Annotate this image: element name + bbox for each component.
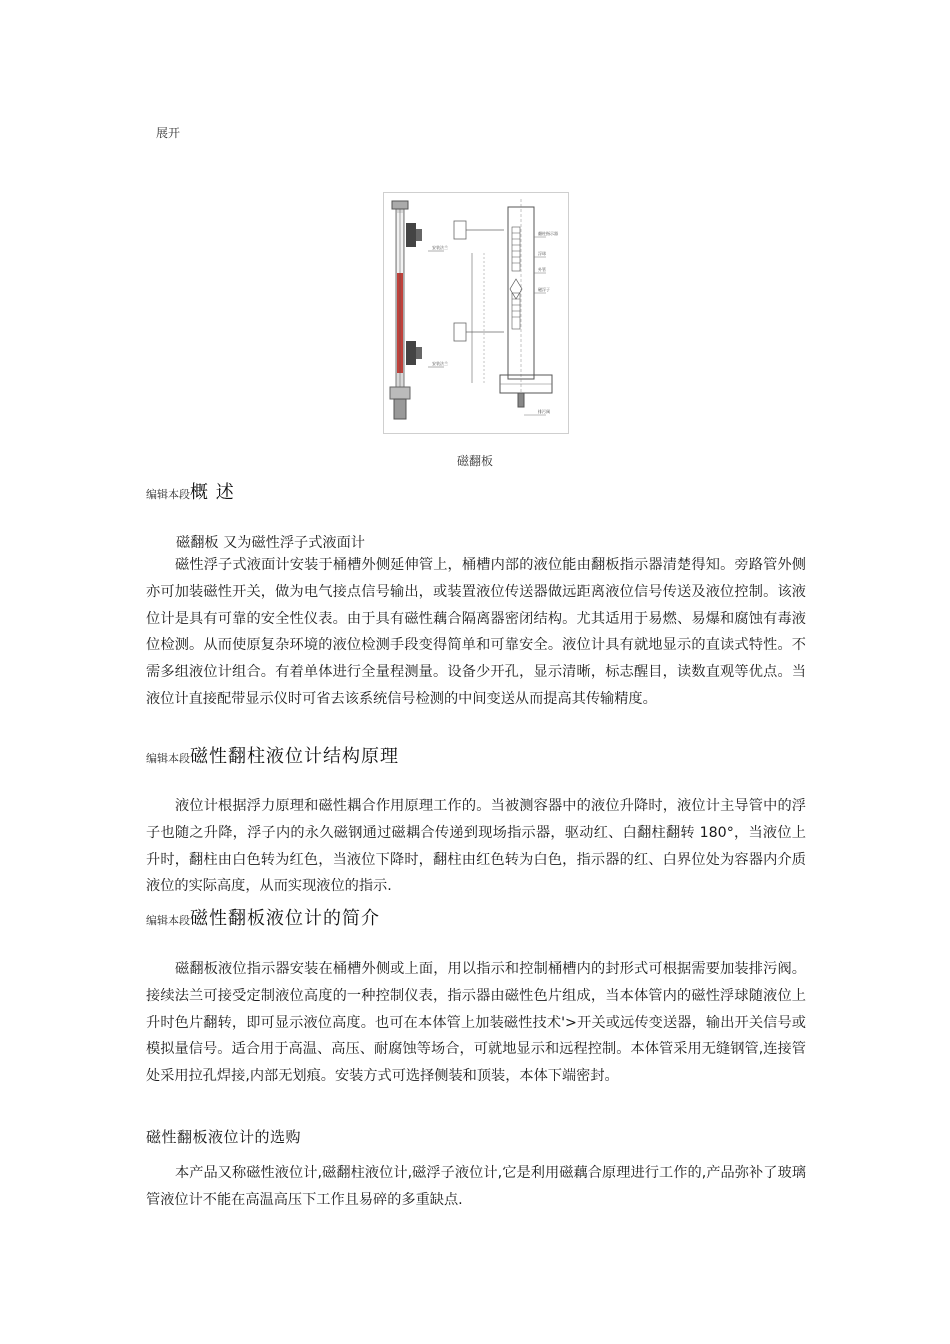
figure-label: 外管	[538, 267, 546, 272]
figure-label: 排污阀	[538, 409, 550, 414]
section-title: 概 述	[190, 482, 235, 503]
section-title-selection: 磁性翻板液位计的选购	[146, 1128, 302, 1146]
figure-label: 磁浮子	[538, 287, 550, 292]
section-heading-structure	[146, 742, 399, 768]
figure-label: 翻柱指示器	[538, 231, 558, 236]
section-title: 磁性翻板液位计的简介	[190, 908, 380, 929]
edit-section-link[interactable]: 编辑本段	[146, 914, 190, 927]
selection-paragraph: 本产品又称磁性液位计,磁翻柱液位计,磁浮子液位计,它是利用磁藕合原理进行工作的,产品弥补了玻璃管液位计不能在高温高压下工作且易碎的多重缺点.	[146, 1165, 806, 1208]
overview-paragraph: 磁性浮子式液面计安装于桶槽外侧延伸管上，桶槽内部的液位能由翻板指示器清楚得知。旁路管外侧亦可加装磁性开关，做为电气接点信号输出，或装置液位传送器做远距离液位信号传送及液位控制。该液位计是具有可靠的安全性仪表。由于具有磁性藕合隔离器密闭结构。尤其适用于易燃、易爆和腐蚀有毒液位检测。从而使原复杂环境的液位检测手段变得简单和可靠安全。液位计具有就地显示的直读式特性。不需多组液位计组合。有着单体进行全量程测量。设备少开孔，显示清晰，标志醒目，读数直观等优点。当液位计直接配带显示仪时可省去该系统信号检测的中间变送从而提高其传输精度。	[146, 557, 806, 707]
figure-label: 安装法兰	[432, 361, 448, 366]
level-gauge-figure	[383, 192, 569, 434]
expand-link[interactable]: 展开	[156, 126, 181, 140]
figure-label: 浮球	[538, 251, 546, 256]
level-gauge-diagram	[384, 193, 568, 433]
section-title: 磁性翻柱液位计结构原理	[190, 746, 399, 767]
overview-subtitle: 磁翻板 又为磁性浮子式液面计	[176, 535, 365, 551]
structure-paragraph: 液位计根据浮力原理和磁性耦合作用原理工作的。当被测容器中的液位升降时，液位计主导管中的浮子也随之升降，浮子内的永久磁钢通过磁耦合传递到现场指示器，驱动红、白翻柱翻转 180°，当液位上升时，翻柱由白色转为红色，当液位下降时，翻柱由红色转为白色，指示器的红、白界位处为容器内介质液位的实际高度，从而实现液位的指示.	[146, 798, 806, 895]
figure-caption: 磁翻板	[456, 454, 493, 468]
section-heading-overview	[146, 478, 235, 504]
edit-section-link[interactable]: 编辑本段	[146, 752, 190, 765]
figure-label: 安装法兰	[432, 245, 448, 250]
section-heading-intro	[146, 904, 380, 930]
intro-paragraph: 磁翻板液位指示器安装在桶槽外侧或上面，用以指示和控制桶槽内的封形式可根据需要加装排污阀。接续法兰可接受定制液位高度的一种控制仪表，指示器由磁性色片组成，当本体管内的磁性浮球随液位上升时色片翻转，即可显示液位高度。也可在本体管上加装磁性技术'>开关或远传变送器，输出开关信号或模拟量信号。适合用于高温、高压、耐腐蚀等场合，可就地显示和远程控制。本体管采用无缝钢管,连接管处采用拉孔焊接,内部无划痕。安装方式可选择侧装和顶装，本体下端密封。	[146, 961, 806, 1085]
edit-section-link[interactable]: 编辑本段	[146, 488, 190, 501]
